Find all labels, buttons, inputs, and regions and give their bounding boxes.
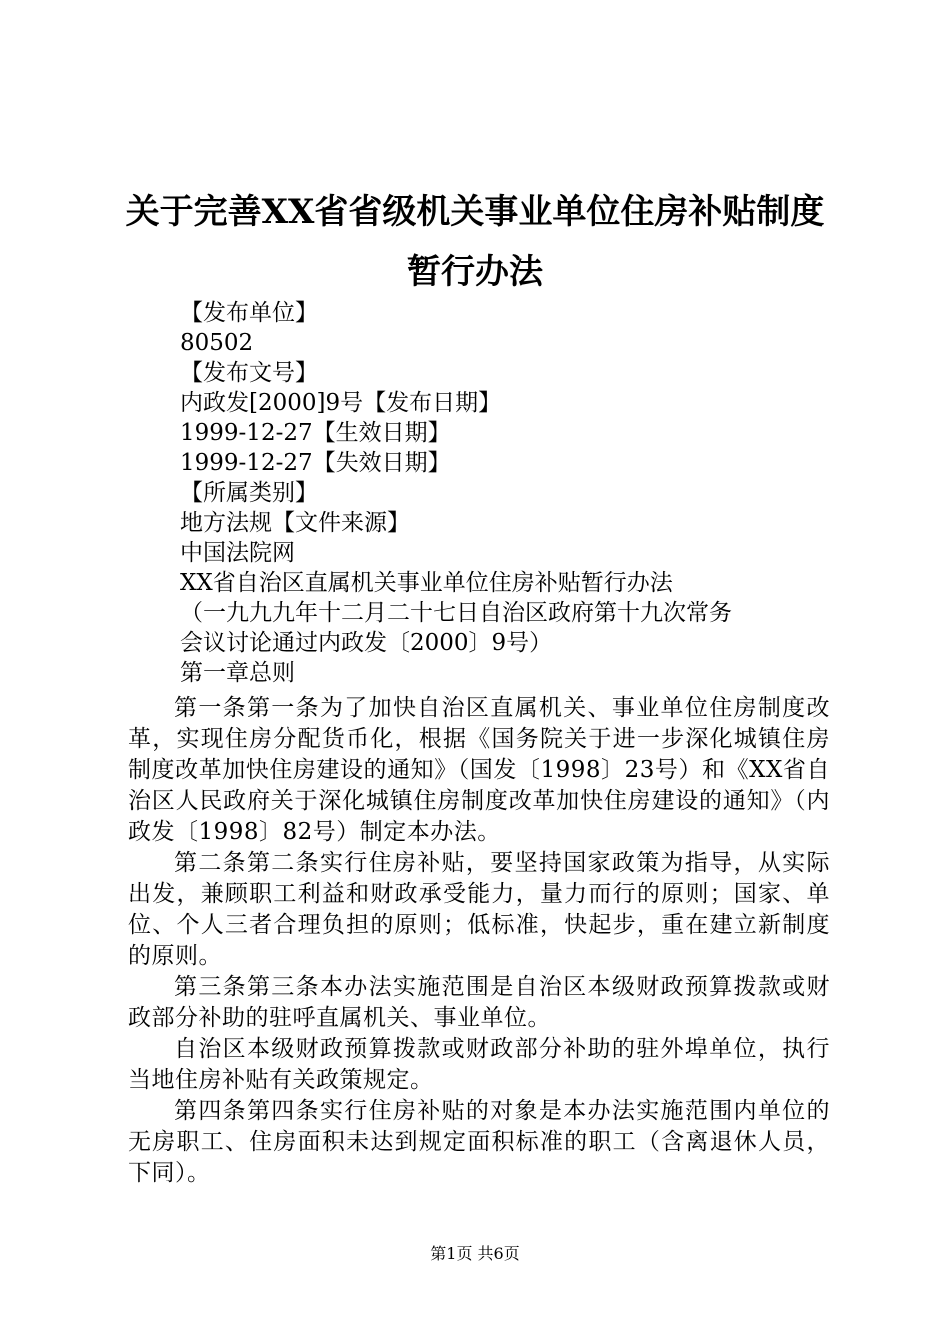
meta-line: 【所属类别】	[180, 480, 318, 506]
document-body	[128, 693, 830, 1189]
meta-line: 中国法院网	[180, 540, 295, 566]
document-meta	[180, 298, 840, 688]
chapter-heading: 第一章总则	[180, 660, 295, 686]
meta-line: 【发布文号】	[180, 360, 318, 386]
article-paragraph: 自治区本级财政预算拨款或财政部分补助的驻外埠单位，执行当地住房补贴有关政策规定。	[128, 1036, 830, 1093]
meta-line: （一九九九年十二月二十七日自治区政府第十九次常务	[180, 600, 732, 626]
article-paragraph: 第二条第二条实行住房补贴，要坚持国家政策为指导，从实际出发，兼顾职工利益和财政承受能力，量力而行的原则；国家、单位、个人三者合理负担的原则；低标准，快起步，重在建立新制度的原则。	[128, 850, 830, 969]
meta-line: 内政发[2000]9号【发布日期】	[180, 390, 502, 416]
meta-line: 1999-12-27【失效日期】	[180, 450, 451, 476]
article-paragraph: 第三条第三条本办法实施范围是自治区本级财政预算拨款或财政部分补助的驻呼直属机关、事业单位。	[128, 974, 830, 1031]
meta-line: XX省自治区直属机关事业单位住房补贴暂行办法	[180, 570, 673, 596]
document-title: 关于完善XX省省级机关事业单位住房补贴制度暂行办法	[125, 192, 825, 292]
article-paragraph: 第一条第一条为了加快自治区直属机关、事业单位住房制度改革，实现住房分配货币化，根据《国务院关于进一步深化城镇住房制度改革加快住房建设的通知》（国发〔1998〕23号）和《XX省自治区人民政府关于深化城镇住房制度改革加快住房建设的通知》（内政发〔1998〕82号）制定本办法。	[128, 695, 830, 845]
meta-line: 会议讨论通过内政发〔2000〕9号）	[180, 630, 553, 656]
meta-line: 80502	[180, 330, 254, 356]
meta-line: 地方法规【文件来源】	[180, 510, 410, 536]
meta-line: 【发布单位】	[180, 300, 318, 326]
article-paragraph: 第四条第四条实行住房补贴的对象是本办法实施范围内单位的无房职工、住房面积未达到规定面积标准的职工（含离退休人员，下同）。	[128, 1098, 830, 1186]
meta-line: 1999-12-27【生效日期】	[180, 420, 451, 446]
page-number-footer: 第1页 共6页	[430, 1244, 520, 1263]
